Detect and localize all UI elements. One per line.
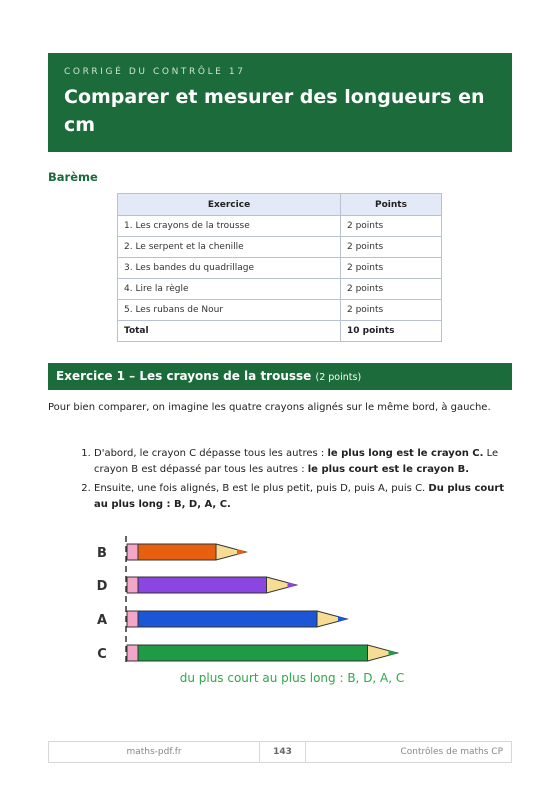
table-row [118, 300, 442, 321]
table-cell-points: 2 points [341, 258, 442, 279]
figure-caption: du plus court au plus long : B, D, A, C [179, 671, 405, 685]
table-cell-exercise: 5. Les rubans de Nour [118, 300, 341, 321]
footer-collection: Contrôles de maths CP [400, 747, 503, 757]
pencil-eraser [127, 577, 138, 593]
pencil-label: D [96, 579, 108, 594]
pencil-C [97, 645, 397, 662]
pencil-eraser [127, 611, 138, 627]
table-cell-points: 2 points [341, 300, 442, 321]
page-number: 143 [259, 742, 306, 762]
bareme-table [117, 193, 442, 342]
table-cell-points: 2 points [341, 237, 442, 258]
step-1-answer-b: le plus court est le crayon B. [307, 464, 470, 475]
table-cell-points: 2 points [341, 216, 442, 237]
table-row [118, 237, 442, 258]
list-item [94, 481, 512, 513]
pencil-B [97, 544, 246, 561]
header-kicker: CORRIGÉ DU CONTRÔLE 17 [64, 67, 246, 77]
pencil-body [138, 611, 317, 627]
pencil-eraser [127, 645, 138, 661]
pencil-lead [338, 616, 347, 622]
table-header-row [118, 194, 442, 216]
pencil-lead [389, 650, 398, 656]
step-1-text-b: Le crayon B est dépassé par tous les autres : [94, 448, 499, 475]
table-cell-points: 2 points [341, 279, 442, 300]
table-total-points: 10 points [341, 321, 442, 342]
pencil-D [97, 577, 297, 594]
table-cell-exercise: 3. Les bandes du quadrillage [118, 258, 341, 279]
page-footer [48, 741, 512, 763]
exercise-1-intro: Pour bien comparer, on imagine les quatre crayons alignés sur le même bord, à gauche. [48, 402, 491, 413]
pencil-A [97, 611, 347, 628]
step-2-answer: Du plus court au plus long : B, D, A, C. [94, 483, 505, 510]
pencil-label: A [96, 613, 108, 628]
table-row [118, 258, 442, 279]
exercise-1-title: Exercice 1 – Les crayons de la trousse [56, 369, 312, 383]
step-1-answer-a: le plus long est le crayon C. [327, 448, 484, 459]
column-header-exercice: Exercice [118, 194, 341, 216]
pencil-eraser [127, 544, 138, 560]
pencil-body [138, 645, 368, 661]
list-item [94, 446, 512, 478]
pencil-label: C [97, 647, 107, 662]
page-title: Comparer et mesurer des longueurs en cm [64, 86, 485, 136]
table-cell-exercise: 2. Le serpent et la chenille [118, 237, 341, 258]
step-2-text: Ensuite, une fois alignés, B est le plus petit, puis D, puis A, puis C. [94, 483, 429, 494]
pencil-lead [237, 549, 246, 555]
pencil-lead [288, 582, 297, 588]
bareme-label: Barème [48, 170, 98, 184]
table-row [118, 279, 442, 300]
table-total-label: Total [118, 321, 341, 342]
pencil-body [138, 544, 216, 560]
exercise-1-header [48, 363, 512, 390]
table-cell-exercise: 4. Lire la règle [118, 279, 341, 300]
exercise-1-points: (2 points) [315, 372, 362, 383]
footer-site: maths-pdf.fr [126, 747, 182, 757]
pencil-label: B [97, 546, 107, 561]
table-row [118, 216, 442, 237]
pencils-figure [90, 532, 440, 692]
table-cell-exercise: 1. Les crayons de la trousse [118, 216, 341, 237]
table-total-row [118, 321, 442, 342]
exercise-1-steps [48, 446, 512, 516]
step-1-text-a: D'abord, le crayon C dépasse tous les autres : [94, 448, 328, 459]
header-banner [48, 53, 512, 152]
pencil-body [138, 577, 267, 593]
column-header-points: Points [341, 194, 442, 216]
